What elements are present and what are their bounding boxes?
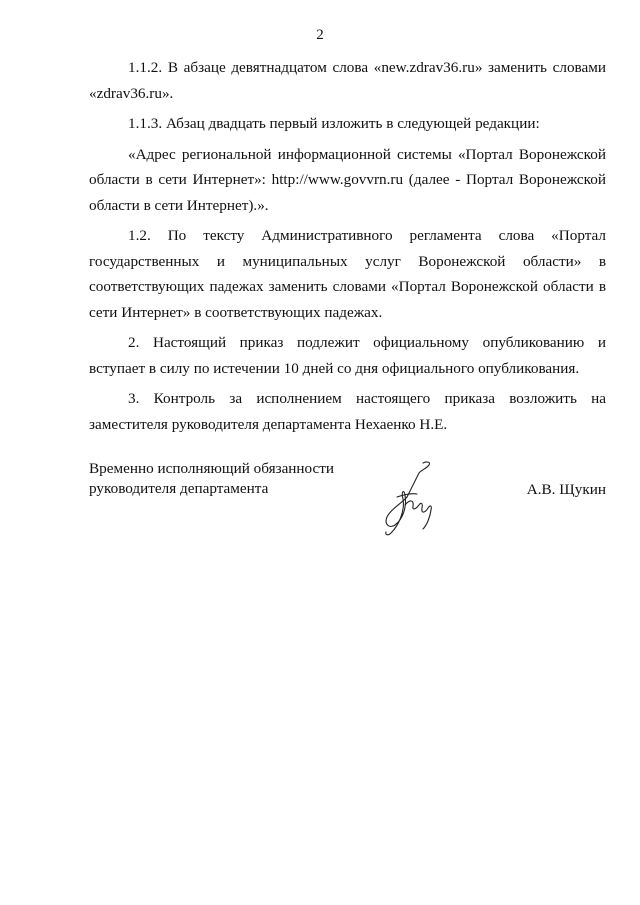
paragraph-1-2: 1.2. По тексту Административного регламента слова «Портал государственных и муниципальных услуг Воронежской области» в соответствующих падежах заменить словами «Портал Воронежской области в сети Интернет» в соответствующих падежах. — [89, 227, 606, 321]
paragraph-2: 2. Настоящий приказ подлежит официальному опубликованию и вступает в силу по истечении 10 дней со дня официального опубликования. — [89, 334, 606, 377]
signer-title-line-2: руководителя департамента — [89, 480, 269, 497]
paragraph-address-quote: «Адрес региональной информационной системы «Портал Воронежской области в сети Интернет»: http://www.govvrn.ru (далее - Портал Воронежской области в сети Интернет).». — [89, 145, 606, 214]
signer-title — [89, 459, 349, 499]
paragraph-1-1-3: 1.1.3. Абзац двадцать первый изложить в следующей редакции: — [128, 115, 540, 132]
handwritten-signature — [377, 459, 447, 537]
page-number: 2 — [316, 27, 324, 43]
signer-name: А.В. Щукин — [526, 481, 606, 498]
paragraph-3: 3. Контроль за исполнением настоящего приказа возложить на заместителя руководителя департамента Нехаенко Н.Е. — [89, 390, 606, 433]
signer-title-line-1: Временно исполняющий обязанности — [89, 460, 335, 477]
document-body — [89, 55, 606, 442]
signature-block — [89, 459, 606, 539]
paragraph-1-1-2: 1.1.2. В абзаце девятнадцатом слова «new.zdrav36.ru» заменить словами «zdrav36.ru». — [89, 59, 606, 102]
